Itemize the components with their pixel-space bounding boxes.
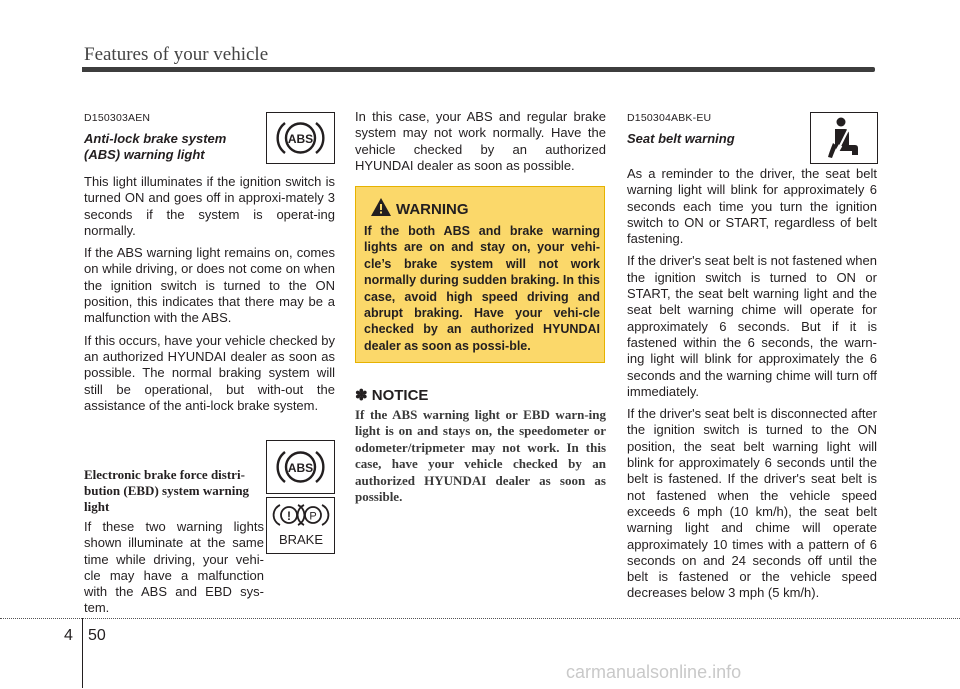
seat-belt-icon <box>811 113 877 163</box>
notice-title: ✽ NOTICE <box>355 387 429 404</box>
notice-text: If the ABS warning light or EBD warn-ing light is on and stays on, the speedometer or odometer/tripmeter may not work. In this case, have your vehicle checked by an authorized HYUNDAI dealer as soon as possible. <box>355 407 606 505</box>
paragraph: If the driver's seat belt is not fastened when the ignition switch is turned to ON or START, the seat belt warning light and the seat belt warning chime will operate for approximately 6 seconds. But if it is fastened within the 6 seconds, the warn-ing light will blink for approximately the 6 seconds and the warning chime will turn off immediately. <box>627 253 877 399</box>
brake-warning-icon <box>266 497 335 554</box>
abs-icon <box>267 441 334 493</box>
paragraph: This light illuminates if the ignition switch is turned ON and goes off in approxi-mately 3 seconds if the system is operat-ing normally. <box>84 174 335 238</box>
chapter-number: 4 <box>64 627 73 644</box>
warning-box <box>355 186 605 363</box>
paragraph: In this case, your ABS and regular brake system may not work normally. Have the vehicle checked by an authorized HYUNDAI dealer as soon as possible. <box>355 109 606 173</box>
page-header-title: Features of your vehicle <box>84 44 269 65</box>
paragraph: If the driver's seat belt is disconnected after the ignition switch is turned to the ON position, the seat belt warning light will blink for approximately 6 seconds until the belt is fastened. If the driver's seat belt is not fastened when the vehicle speed exceeds 6 mph (10 km/h), the seat belt warning light and chime will operate approximately 10 times with a pattern of 6 seconds on and 24 seconds off until the belt is fastened or the vehicle speed decreases below 3 mph (5 km/h). <box>627 406 877 601</box>
paragraph: If the ABS warning light remains on, comes on while driving, or does not come on when the ignition switch is turned to the ON position, this indicates that there may be a malfunction with the ABS. <box>84 245 335 326</box>
abs-icon-text: ABS <box>287 132 314 146</box>
abs-warning-icon <box>266 440 335 494</box>
paragraph: As a reminder to the driver, the seat belt warning light will blink for approximately 6 seconds each time you turn the ignition switch to ON or START, regardless of belt fastening. <box>627 166 877 247</box>
brake-icon-excl: ! <box>287 509 291 523</box>
abs-icon-text: ABS <box>287 461 314 475</box>
ebd-section <box>84 467 264 617</box>
paragraph: If this occurs, have your vehicle checked by an authorized HYUNDAI dealer as soon as possible. The normal braking system will still be operational, but with-out the assistance of the anti-lock brake system. <box>84 332 335 413</box>
watermark: carmanualsonline.info <box>566 662 742 682</box>
abs-icon <box>267 113 334 163</box>
warning-triangle-icon <box>370 197 392 217</box>
abs-warning-icon <box>266 112 335 164</box>
ebd-paragraph: If these two warning lights shown illuminate at the same time while driving, your vehi-cle may have a malfunction with the ABS and EBD sys-tem. <box>84 519 264 616</box>
footer-rule <box>0 618 960 619</box>
heading-line: Anti-lock brake system <box>84 131 227 146</box>
footer-divider <box>82 618 83 688</box>
brake-icon <box>267 498 334 553</box>
middle-column <box>355 109 606 174</box>
section-code: D150304ABK-EU <box>627 112 712 124</box>
warning-text: If the both ABS and brake warning lights are on and stay on, your vehi-cle’s brake system will not work normally during sudden braking. In this case, avoid high speed driving and abrupt braking. Have your vehi-cle checked by an authorized HYUNDAI dealer as soon as possi-ble. <box>364 224 600 353</box>
section-heading: Seat belt warning <box>627 131 735 146</box>
brake-icon-p: P <box>309 510 317 523</box>
warning-title: WARNING <box>396 201 469 218</box>
ebd-heading: Electronic brake force distri-bution (EBD) system warning light <box>84 467 250 514</box>
page-number: 50 <box>88 627 106 644</box>
right-column <box>627 112 877 602</box>
heading-line: (ABS) warning light <box>84 147 205 162</box>
section-code: D150303AEN <box>84 112 151 124</box>
header-rule <box>82 67 875 72</box>
seat-belt-warning-icon <box>810 112 878 164</box>
brake-icon-text: BRAKE <box>278 532 324 547</box>
